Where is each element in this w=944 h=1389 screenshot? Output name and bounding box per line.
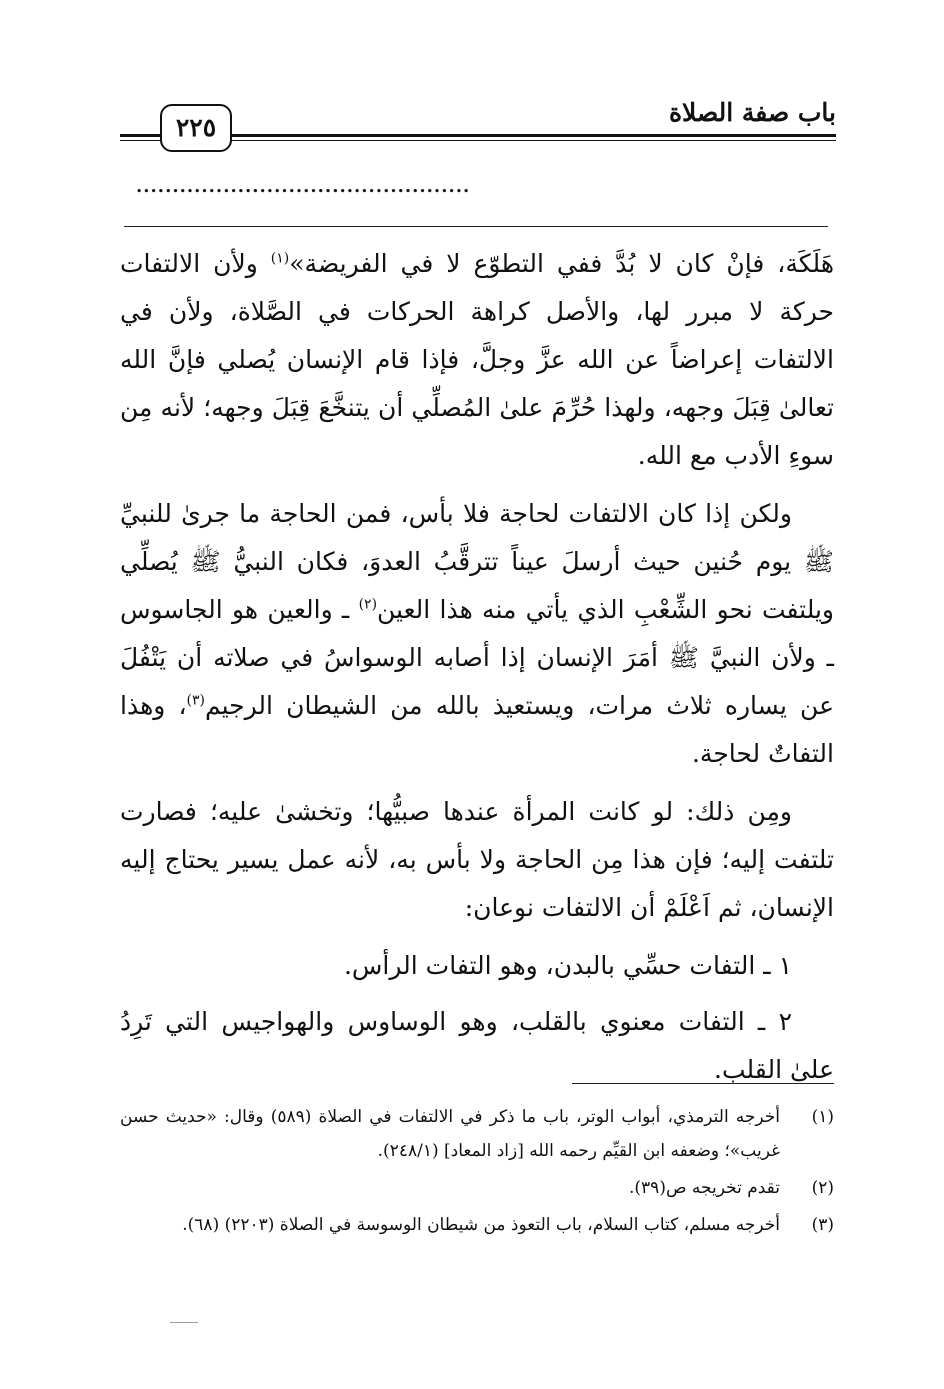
paragraph-1-continued: ولأن الالتفات حركة لا مبرر لها، والأصل كراهة الحركات في الصَّلاة، ولأن في الالتفات إعراضاً عن الله عزَّ وجلَّ، فإذا قام الإنسان يُصلي فإنَّ الله تعالىٰ قِبَلَ وجهه، ولهذا حُرِّمَ علىٰ المُصلِّي أن يتنخَّعَ قِبَلَ وجهه؛ لأنه مِن سوءِ الأدب مع الله.: [120, 249, 834, 470]
paragraph-2-end: ، وهذا التفاتٌ لحاجة.: [120, 691, 834, 768]
list-item-1: ١ ـ التفات حسِّي بالبدن، وهو التفات الرأس.: [343, 951, 792, 980]
list-item-2: ٢ ـ التفات معنوي بالقلب، وهو الوساوس والهواجيس التي تَرِدُ علىٰ القلب.: [120, 1007, 834, 1084]
footnote-separator: [572, 1083, 834, 1084]
header-rule-left: [120, 134, 160, 141]
footnote-ref-2[interactable]: (٢): [358, 596, 378, 613]
footnote-ref-1[interactable]: (١): [270, 250, 290, 267]
footnote-text: أخرجه مسلم، كتاب السلام، باب التعوذ من شيطان الوسوسة في الصلاة (٢٢٠٣) (٦٨).: [182, 1215, 780, 1235]
footnote-number: (٢): [811, 1178, 834, 1198]
footnote-text: أخرجه الترمذي، أبواب الوتر، باب ما ذكر في الالتفات في الصلاة (٥٨٩) وقال: «حديث حسن غريب»؛ وضعفه ابن القيِّم رحمه الله [زاد المعاد] (٢٤٨/١).: [120, 1107, 780, 1161]
top-rule: [124, 226, 828, 227]
footnote-3: [120, 1208, 834, 1242]
paragraph-1: [120, 240, 834, 480]
footnote-1: [120, 1100, 834, 1168]
paragraph-2: [120, 490, 834, 778]
running-header: [120, 96, 836, 156]
chapter-title: باب صفة الصلاة: [668, 98, 836, 127]
footnote-number: (١): [811, 1107, 834, 1127]
paragraph-3: ومِن ذلك: لو كانت المرأة عندها صبيُّها؛ وتخشىٰ عليه؛ فصارت تلتفت إليه؛ فإن هذا مِن الحاجة ولا بأس به، لأنه عمل يسير يحتاج إليه الإنسان، ثم اَعْلَمْ أن الالتفات نوعان:: [120, 797, 834, 922]
scan-mark: [170, 1322, 198, 1323]
paragraph-1-text: هَلَكَة، فإنْ كان لا بُدَّ ففي التطوّع لا في الفريضة»: [289, 249, 835, 278]
footnote-ref-3[interactable]: (٣): [186, 692, 205, 709]
footnote-text: تقدم تخريجه ص(٣٩).: [629, 1178, 780, 1198]
paragraph-2-continued: ـ والعين هو الجاسوس ـ ولأن النبيَّ ﷺ أمَرَ الإنسان إذا أصابه الوسواسُ في صلاته أن يَتْفُلَ عن يساره ثلاث مرات، ويستعيذ بالله من الشيطان الرجيم: [120, 595, 834, 720]
footnotes: [120, 1100, 834, 1245]
dotted-separator: ..............................................: [136, 176, 471, 197]
footnote-2: [120, 1171, 834, 1205]
main-text: [120, 240, 834, 1102]
header-rule-right: [230, 134, 836, 141]
paragraph-2-text: ولكن إذا كان الالتفات لحاجة فلا بأس، فمن الحاجة ما جرىٰ للنبيِّ ﷺ يوم حُنين حيث أرسلَ عيناً تترقَّبُ العدوَ، فكان النبيُّ ﷺ يُصلِّي ويلتفت نحو الشِّعْبِ الذي يأتي منه هذا العين: [120, 499, 834, 624]
page-number: ٢٢٥: [160, 104, 232, 152]
footnote-number: (٣): [811, 1215, 834, 1235]
